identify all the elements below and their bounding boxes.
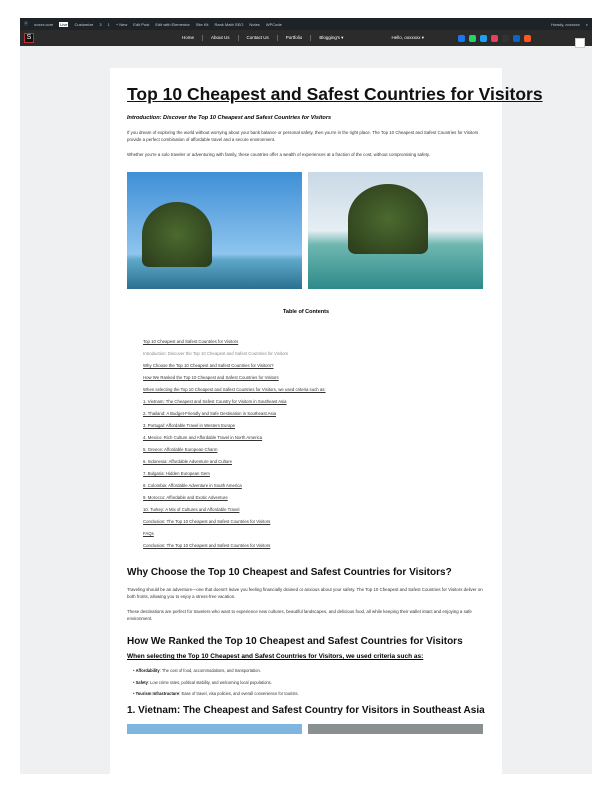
- toc-item[interactable]: 6. Indonesia: Affordable Adventure and Culture: [143, 459, 233, 464]
- toc-item[interactable]: Why Choose the Top 10 Cheapest and Safest Countries for Visitors?: [143, 363, 274, 368]
- linkedin-icon[interactable]: [513, 35, 520, 42]
- criteria-item: • Tourism Infrastructure: Ease of travel, visa policies, and overall convenience for tourists.: [133, 691, 299, 696]
- rss-icon[interactable]: [524, 35, 531, 42]
- stats-widget-icon[interactable]: [575, 38, 585, 48]
- why-heading: Why Choose the Top 10 Cheapest and Safest Countries for Visitors?: [127, 567, 452, 578]
- article: [110, 68, 543, 774]
- why-paragraph-1: Traveling should be an adventure—one that doesn't leave you feeling financially drained or anxious about your safety. The Top 10 Cheapest and Safest Countries for Visitors deliver on both fronts, allowing you to enjoy a stress-free vacation.: [127, 587, 483, 599]
- admin-updates[interactable]: 3: [99, 21, 102, 27]
- nav-blogging[interactable]: Blogging's ▾: [319, 35, 344, 40]
- vietnam-heading: 1. Vietnam: The Cheapest and Safest Country for Visitors in Southeast Asia: [127, 704, 485, 716]
- toc-item[interactable]: 5. Greece: Affordable European Charm: [143, 447, 218, 452]
- youtube-icon[interactable]: [491, 35, 498, 42]
- page-title: Top 10 Cheapest and Safest Countries for Visitors: [127, 84, 543, 104]
- admin-site-kit[interactable]: Site Kit: [195, 21, 209, 27]
- whatsapp-icon[interactable]: [469, 35, 476, 42]
- toc-item[interactable]: Introduction: Discover the Top 10 Cheapest and Safest Countries for Visitors: [143, 351, 289, 356]
- intro-paragraph-2: Whether you're a solo traveler or adventuring with family, these countries offer a wealth of experiences at a fraction of the cost, without compromising safety.: [127, 152, 430, 157]
- admin-rank-math[interactable]: Rank Math SEO: [214, 21, 244, 27]
- twitter-icon[interactable]: [480, 35, 487, 42]
- user-menu[interactable]: Hello, ooxxxxx ▾: [391, 35, 424, 40]
- toc-item[interactable]: Conclusion: The Top 10 Cheapest and Safest Countries for Visitors: [143, 543, 271, 548]
- island-image-1: [127, 172, 302, 289]
- toc-item[interactable]: 10. Turkey: A Mix of Cultures and Affordable Travel: [143, 507, 240, 512]
- toc-item[interactable]: 4. Mexico: Rich Culture and Affordable Travel in North America: [143, 435, 263, 440]
- criteria-item: • Safety: Low crime rates, political stability, and welcoming local populations.: [133, 679, 272, 685]
- toc-item[interactable]: Conclusion: The Top 10 Cheapest and Safest Countries for Visitors: [143, 519, 271, 524]
- toc-item[interactable]: 9. Morocco: Affordable and Exotic Adventure: [143, 495, 228, 500]
- toc-item[interactable]: How We Ranked the Top 10 Cheapest and Safest Countries for Visitors: [143, 375, 279, 380]
- nav-about[interactable]: About Us: [203, 35, 239, 41]
- site-nav: [20, 30, 592, 46]
- admin-howdy[interactable]: Howdy, ooxxxxx: [551, 21, 580, 27]
- admin-site-link[interactable]: ooxxx.com: [34, 21, 54, 27]
- nav-portfolio[interactable]: Portfolio: [278, 35, 312, 41]
- how-heading: How We Ranked the Top 10 Cheapest and Safest Countries for Visitors: [127, 636, 463, 647]
- admin-bar: [20, 18, 592, 30]
- wordpress-icon[interactable]: ⓦ: [24, 21, 28, 26]
- site-logo[interactable]: S: [24, 33, 34, 43]
- intro-paragraph-1: If you dream of exploring the world without worrying about your bank balance or personal safety, then you're in the right place. The Top 10 Cheapest and Safest Countries for Visitors provide a perfect combination of affordable travel and a secure environment.: [127, 130, 479, 142]
- criteria-heading: When selecting the Top 10 Cheapest and Safest Countries for Visitors, we used criteria such as:: [127, 653, 424, 660]
- toc-item[interactable]: Top 10 Cheapest and Safest Countries for Visitors: [143, 339, 239, 344]
- nav-home[interactable]: Home: [174, 35, 203, 41]
- facebook-icon[interactable]: [458, 35, 465, 42]
- search-icon[interactable]: ⌕: [585, 21, 588, 27]
- island-image-2: [308, 172, 483, 289]
- admin-edit-elementor[interactable]: Edit with Elementor: [155, 21, 190, 27]
- toc-title: Table of Contents: [282, 309, 330, 315]
- toc-item[interactable]: When selecting the Top 10 Cheapest and Safest Countries for Visitors, we used criteria such as:: [143, 387, 326, 392]
- intro-heading: Introduction: Discover the Top 10 Cheapest and Safest Countries for Visitors: [127, 115, 332, 121]
- admin-new[interactable]: + New: [115, 21, 128, 27]
- admin-comments[interactable]: 1: [107, 21, 110, 27]
- criteria-list: [133, 668, 485, 703]
- criteria-item: • Affordability: The cost of food, accommodations, and transportation.: [133, 668, 261, 673]
- instagram-icon[interactable]: [502, 35, 509, 42]
- why-paragraph-2: These destinations are perfect for travelers who want to experience new cultures, beautiful landscapes, and delicious food, all while keeping their wallet intact and enjoying a safe environment.: [127, 609, 472, 621]
- toc-item[interactable]: 8. Colombia: Affordable Adventure in South America: [143, 483, 242, 488]
- admin-customize[interactable]: Customize: [74, 21, 94, 27]
- toc-item[interactable]: 3. Portugal: Affordable Travel in Western Europe: [143, 423, 236, 428]
- vietnam-image-2: [308, 724, 483, 734]
- vietnam-image-1: [127, 724, 302, 734]
- admin-notes[interactable]: Notes: [249, 21, 260, 27]
- toc-item[interactable]: FAQs: [143, 531, 154, 536]
- admin-edit-post[interactable]: Edit Post: [133, 21, 150, 27]
- nav-contact[interactable]: Contact Us: [239, 35, 278, 41]
- toc-item[interactable]: 2. Thailand: A Budget-Friendly and Safe Destination in Southeast Asia: [143, 411, 276, 416]
- toc-item[interactable]: 7. Bulgaria: Hidden European Gem: [143, 471, 210, 476]
- table-of-contents: [143, 339, 485, 555]
- live-badge: Live: [60, 21, 68, 27]
- toc-item[interactable]: 1. Vietnam: The Cheapest and Safest Country for Visitors in Southeast Asia: [143, 399, 287, 404]
- admin-wpcode[interactable]: WPCode: [265, 21, 282, 27]
